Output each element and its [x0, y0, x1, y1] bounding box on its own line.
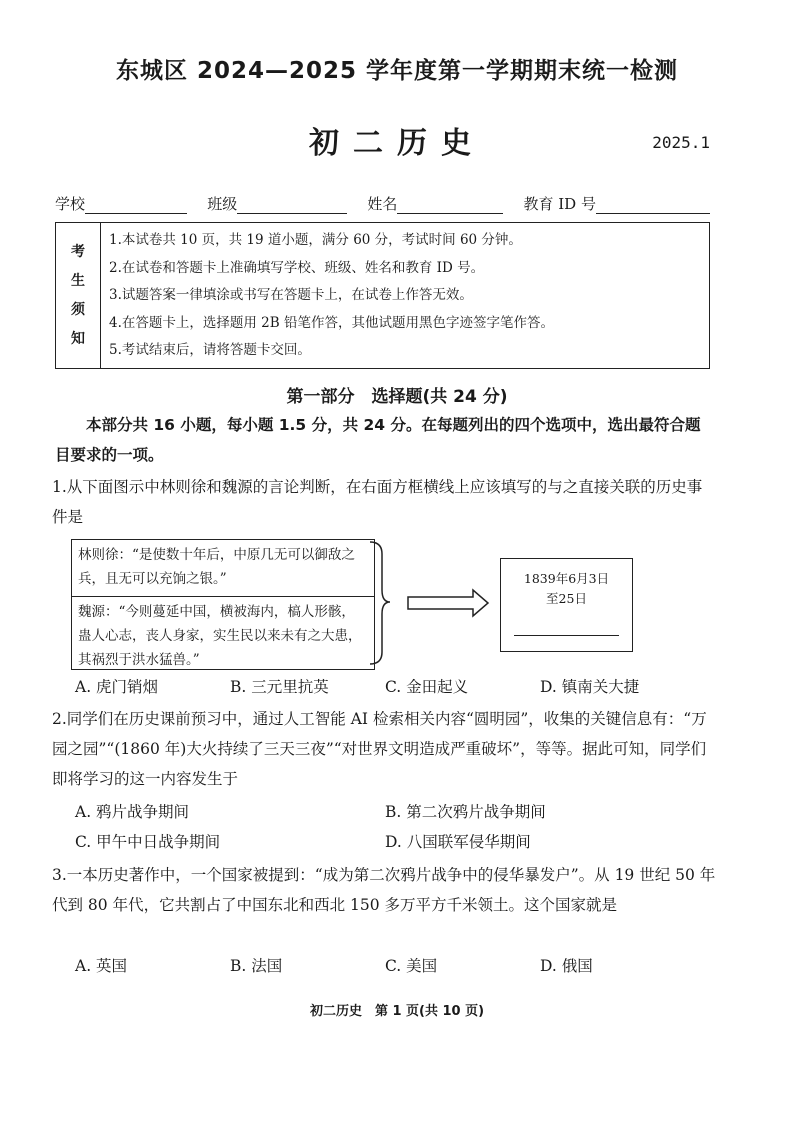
- event-date-line2: 至25日: [546, 591, 587, 606]
- question-3-stem: 3.一本历史著作中，一个国家被提到：“成为第二次鸦片战争中的侵华暴发户”。从 19 世纪 50 年代到 80 年代，它共割占了中国东北和西北 150 多万平方千米领土。这个国家就是: [52, 866, 716, 914]
- notice-heading: [56, 223, 101, 368]
- option-b[interactable]: B. 第二次鸦片战争期间: [385, 803, 546, 821]
- option-a[interactable]: A. 虎门销烟: [75, 678, 159, 696]
- exam-notice-box: [55, 222, 710, 369]
- question-1-options: [75, 675, 695, 697]
- event-answer-box: [500, 558, 633, 652]
- notice-heading-char: 知: [71, 330, 85, 347]
- subject-title: 初二历史: [309, 126, 485, 161]
- notice-item: 2.在试卷和答题卡上准确填写学校、班级、姓名和教育 ID 号。: [109, 259, 485, 276]
- right-brace-icon: [370, 542, 390, 664]
- option-c[interactable]: C. 金田起义: [385, 678, 469, 696]
- option-d[interactable]: D. 镇南关大捷: [540, 678, 640, 696]
- edu-id-label: 教育 ID 号: [523, 195, 596, 213]
- class-label: 班级: [207, 195, 238, 213]
- quote-wei-yuan: 魏源：“今则蔓延中国，横被海内，槁人形骸，蛊人心志，丧人身家，实生民以来未有之大患，其祸烈于洪水猛兽。”: [71, 596, 375, 670]
- notice-heading-char: 考: [71, 243, 85, 260]
- student-info-row: [55, 190, 710, 214]
- exam-date: 2025.1: [652, 133, 710, 152]
- question-2-stem: 2.同学们在历史课前预习中，通过人工智能 AI 检索相关内容“圆明园”，收集的关键信息有：“万园之园”“(1860 年)大火持续了三天三夜”“对世界文明造成严重破坏”，等等。据此可知，同学们即将学习的这一内容发生于: [52, 710, 707, 788]
- option-b[interactable]: B. 三元里抗英: [230, 678, 329, 696]
- option-a[interactable]: A. 英国: [75, 957, 128, 975]
- option-a[interactable]: A. 鸦片战争期间: [75, 803, 190, 821]
- notice-item: 1.本试卷共 10 页，共 19 道小题，满分 60 分，考试时间 60 分钟。: [109, 232, 522, 248]
- notice-item: 4.在答题卡上，选择题用 2B 铅笔作答，其他试题用黑色字迹签字笔作答。: [109, 314, 554, 331]
- option-c[interactable]: C. 美国: [385, 957, 438, 975]
- notice-item: 3.试题答案一律填涂或书写在答题卡上，在试卷上作答无效。: [109, 287, 473, 303]
- class-blank[interactable]: [237, 195, 347, 214]
- quote-lin-zexu: 林则徐：“是使数十年后，中原几无可以御敌之兵，且无可以充饷之银。”: [71, 539, 375, 597]
- edu-id-blank[interactable]: [596, 195, 710, 214]
- question-2-options-row1: [75, 800, 695, 822]
- right-arrow-icon: [408, 590, 488, 616]
- answer-blank-line[interactable]: [514, 635, 619, 636]
- school-label: 学校: [55, 195, 86, 213]
- option-b[interactable]: B. 法国: [230, 957, 283, 975]
- option-c[interactable]: C. 甲午中日战争期间: [75, 833, 221, 851]
- question-2-options-row2: [75, 830, 695, 852]
- question-3-options: [75, 954, 695, 976]
- option-d[interactable]: D. 八国联军侵华期间: [385, 833, 531, 851]
- school-blank[interactable]: [85, 195, 187, 214]
- brace-arrow-graphic: [368, 540, 498, 670]
- notice-items: [101, 223, 709, 368]
- option-d[interactable]: D. 俄国: [540, 957, 593, 975]
- exam-title: 东城区 2024—2025 学年度第一学期期末统一检测: [115, 58, 679, 84]
- event-date-line1: 1839年6月3日: [523, 571, 610, 586]
- name-label: 姓名: [367, 195, 398, 213]
- question-1-stem: 1.从下面图示中林则徐和魏源的言论判断，在右面方框横线上应该填写的与之直接关联的历史事件是: [52, 478, 703, 526]
- name-blank[interactable]: [397, 195, 503, 214]
- notice-item: 5.考试结束后，请将答题卡交回。: [109, 342, 311, 358]
- page-footer: 初二历史 第 1 页(共 10 页): [309, 1004, 485, 1019]
- notice-heading-char: 须: [71, 301, 85, 318]
- section-title: 第一部分 选择题(共 24 分): [286, 387, 508, 407]
- section-intro: 本部分共 16 小题，每小题 1.5 分，共 24 分。在每题列出的四个选项中，选出最符合题目要求的一项。: [55, 416, 701, 464]
- notice-heading-char: 生: [71, 272, 85, 289]
